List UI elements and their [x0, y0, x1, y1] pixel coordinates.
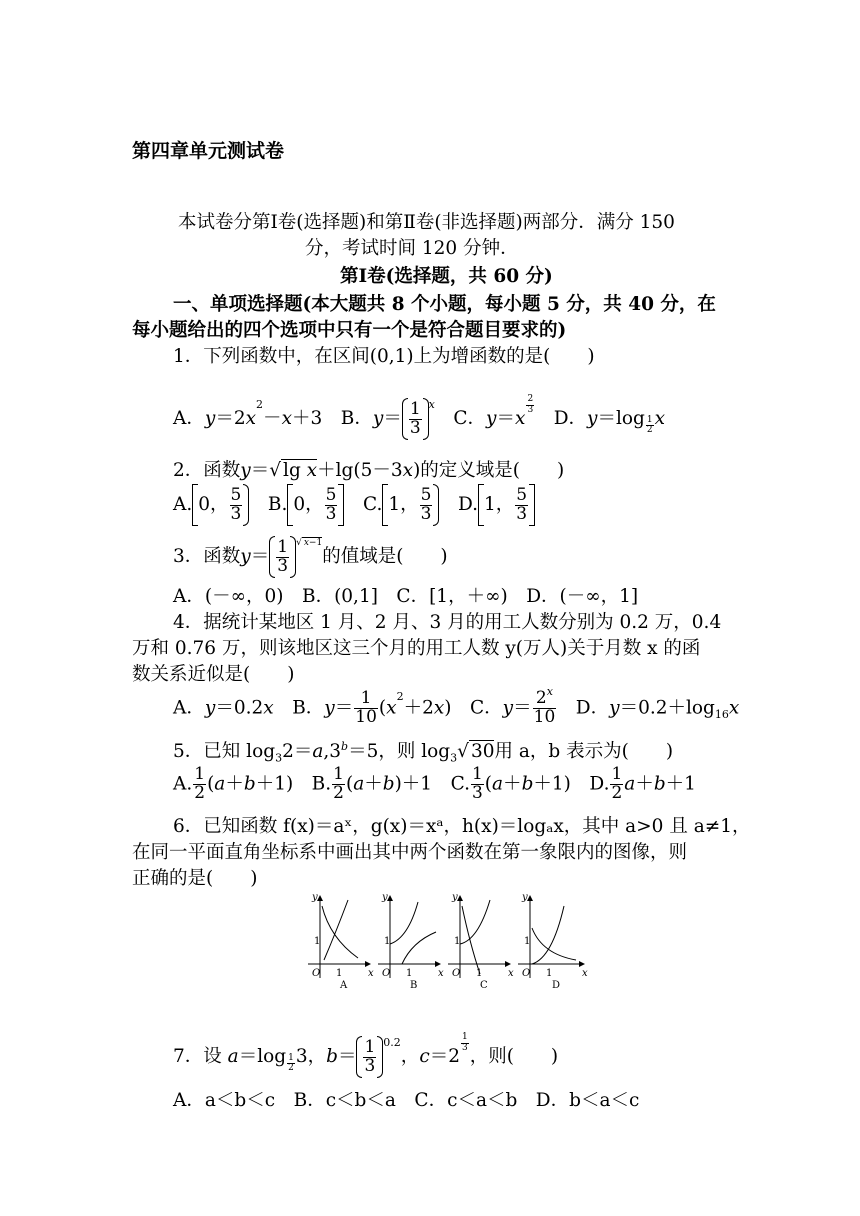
- intro-line-1: 本试卷分第Ⅰ卷(选择题)和第Ⅱ卷(非选择题)两部分．满分 150: [178, 212, 675, 233]
- svg-text:1: 1: [406, 968, 413, 979]
- question-4-line-2: 万和 0.76 万，则该地区这三个月的用工人数 y(万人)关于月数 x 的函: [132, 638, 701, 659]
- question-4-line-3: 数关系近似是( ): [132, 664, 295, 685]
- question-6-line-3: 正确的是( ): [132, 868, 258, 889]
- section-1-line-2: 每小题给出的四个选项中只有一个是符合题目要求的): [132, 320, 567, 341]
- svg-text:y: y: [382, 892, 388, 903]
- svg-text:y: y: [452, 892, 458, 903]
- svg-text:1: 1: [336, 968, 343, 979]
- svg-text:O: O: [452, 968, 461, 979]
- question-7-options: A．a＜b＜c B．c＜b＜a C．c＜a＜b D．b＜a＜c: [173, 1090, 640, 1111]
- svg-text:1: 1: [476, 968, 483, 979]
- svg-text:1: 1: [454, 936, 461, 947]
- page-title: 第四章单元测试卷: [132, 140, 285, 162]
- question-5: 5．已知 $\log_32=a,3^b=5$，则 $\log_3√$ 30用 a，b 表示为( ): [173, 740, 674, 765]
- svg-text:O: O: [312, 968, 321, 979]
- question-3: 3．函数y＝ $\frac{1}{3}$ $^{√ x-1}$的值域是( ): [173, 536, 448, 578]
- svg-text:1: 1: [384, 936, 391, 947]
- question-2: 2．函数y＝√ lg x＋lg(5－3x)的定义域是( ): [173, 460, 565, 481]
- svg-text:1: 1: [524, 936, 531, 947]
- question-1: 1．下列函数中，在区间(0,1)上为增函数的是( ): [173, 346, 595, 367]
- question-5-options: A. $\frac{1}{2}$ (a＋b＋1) B. $\frac{1}{2}$ (a＋b)＋1 C. $\frac{1}{3}$ (a＋b＋1) D. $\frac{1}{2}$ a＋b＋1: [173, 764, 696, 803]
- question-2-options: A. 0， $\frac{5}{3}$ B. 0， $\frac{5}{3}$ C. 1， $\frac{5}{3}$ D. 1， $\frac{5}{3}$: [173, 484, 535, 526]
- svg-text:x: x: [508, 968, 514, 979]
- question-6-line-1: 6．已知函数 f(x)＝aˣ，g(x)＝xᵃ，h(x)＝logₐx，其中 a>0 且 a≠1，: [173, 816, 751, 837]
- svg-text:x: x: [582, 968, 588, 979]
- graph-b: [378, 892, 444, 988]
- graph-label-b: B: [410, 980, 418, 988]
- svg-text:y: y: [312, 892, 318, 903]
- question-4-options: A．y＝0.2x B．y＝ $\frac{1}{10}$ $(x^2+2x)$ C．y＝ $\frac{2^x}{10}$ D．$y=0.2+\log_{16}x$: [173, 685, 740, 727]
- question-3-options: A．(－∞，0) B．(0,1] C．[1，＋∞) D．(－∞，1]: [173, 586, 639, 607]
- part-1-heading: 第Ⅰ卷(选择题，共 60 分): [340, 266, 553, 287]
- graph-label-c: C: [480, 980, 488, 988]
- intro-line-2: 分，考试时间 120 分钟．: [305, 238, 519, 259]
- graph-label-a: A: [340, 980, 348, 988]
- graph-c: [448, 892, 514, 988]
- svg-text:O: O: [382, 968, 391, 979]
- question-1-options: A．$y=2x^2-x+3$ B．y＝ $\frac{1}{3}$ $^x$ C．y＝x $^{\frac{2}{3}}$ D．y＝log $_{\frac{1}{2}}$ x: [173, 398, 665, 440]
- graph-d: [518, 892, 588, 988]
- svg-text:x: x: [368, 968, 374, 979]
- graph-label-d: D: [552, 980, 561, 988]
- svg-text:1: 1: [546, 968, 553, 979]
- svg-text:1: 1: [314, 936, 321, 947]
- graph-options: [300, 888, 600, 988]
- section-1-line-1: 一、单项选择题(本大题共 8 个小题，每小题 5 分，共 40 分，在: [173, 294, 716, 315]
- question-6-line-2: 在同一平面直角坐标系中画出其中两个函数在第一象限内的图像，则: [132, 842, 688, 863]
- svg-text:x: x: [438, 968, 444, 979]
- graph-a: [308, 892, 374, 988]
- question-4-line-1: 4．据统计某地区 1 月、2 月、3 月的用工人数分别为 0.2 万，0.4: [173, 612, 722, 633]
- svg-text:O: O: [522, 968, 531, 979]
- question-7: 7．设 a＝log $_{\frac{1}{2}}$ 3，b＝ $\frac{1}{3}$ $^{0.2}$，c＝2 $^{\frac{1}{3}}$ ，则( ): [173, 1036, 558, 1078]
- svg-text:y: y: [522, 892, 528, 903]
